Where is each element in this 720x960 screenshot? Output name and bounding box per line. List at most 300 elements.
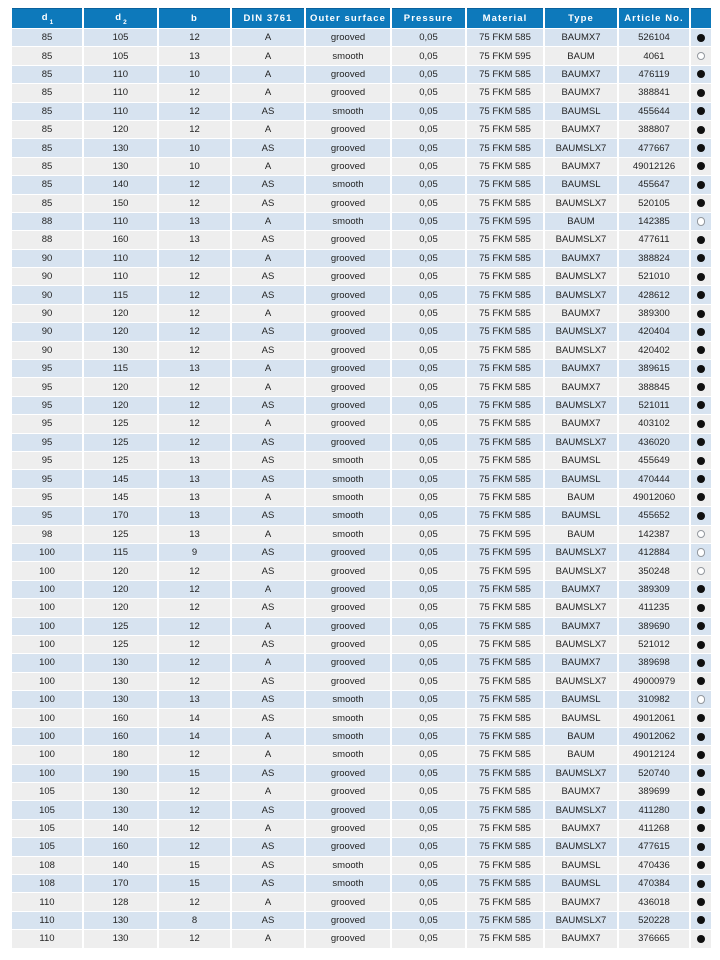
cell-b: 12 xyxy=(159,195,230,212)
cell-availability xyxy=(691,84,711,101)
cell-d1: 105 xyxy=(12,783,82,800)
cell-material: 75 FKM 585 xyxy=(467,507,543,524)
cell-b: 12 xyxy=(159,84,230,101)
cell-b: 13 xyxy=(159,526,230,543)
cell-d2: 125 xyxy=(84,526,157,543)
cell-pressure: 0,05 xyxy=(392,250,465,267)
table-row xyxy=(12,470,711,487)
cell-d1: 100 xyxy=(12,691,82,708)
filled-circle-icon xyxy=(697,861,705,869)
cell-d2: 130 xyxy=(84,691,157,708)
cell-d2: 125 xyxy=(84,636,157,653)
cell-b: 15 xyxy=(159,857,230,874)
filled-circle-icon xyxy=(697,236,705,244)
cell-d1: 105 xyxy=(12,838,82,855)
cell-outer: smooth xyxy=(306,857,390,874)
cell-b: 14 xyxy=(159,728,230,745)
cell-article: 388807 xyxy=(619,121,689,138)
cell-type: BAUMSLX7 xyxy=(545,562,617,579)
cell-din: A xyxy=(232,526,304,543)
cell-b: 12 xyxy=(159,29,230,46)
column-header-label: d xyxy=(115,12,123,24)
table-row xyxy=(12,176,711,193)
cell-d1: 85 xyxy=(12,139,82,156)
cell-d1: 85 xyxy=(12,103,82,120)
cell-din: A xyxy=(232,489,304,506)
cell-type: BAUMSLX7 xyxy=(545,231,617,248)
cell-outer: smooth xyxy=(306,489,390,506)
cell-pressure: 0,05 xyxy=(392,434,465,451)
cell-availability xyxy=(691,415,711,432)
cell-din: A xyxy=(232,728,304,745)
open-circle-icon xyxy=(697,548,706,557)
column-header-availability xyxy=(691,8,711,28)
cell-material: 75 FKM 585 xyxy=(467,415,543,432)
table-row xyxy=(12,930,711,947)
cell-availability xyxy=(691,103,711,120)
cell-outer: smooth xyxy=(306,47,390,64)
cell-availability xyxy=(691,930,711,947)
cell-availability xyxy=(691,599,711,616)
cell-outer: smooth xyxy=(306,875,390,892)
table-row xyxy=(12,139,711,156)
cell-din: A xyxy=(232,820,304,837)
cell-d1: 100 xyxy=(12,599,82,616)
cell-article: 455647 xyxy=(619,176,689,193)
cell-din: A xyxy=(232,213,304,230)
cell-b: 12 xyxy=(159,636,230,653)
cell-availability xyxy=(691,636,711,653)
cell-din: A xyxy=(232,378,304,395)
cell-article: 389309 xyxy=(619,581,689,598)
cell-availability xyxy=(691,857,711,874)
cell-article: 49000979 xyxy=(619,673,689,690)
table-header xyxy=(12,8,711,28)
cell-din: A xyxy=(232,893,304,910)
cell-d1: 95 xyxy=(12,452,82,469)
filled-circle-icon xyxy=(697,493,705,501)
cell-availability xyxy=(691,231,711,248)
cell-b: 12 xyxy=(159,103,230,120)
cell-d1: 110 xyxy=(12,893,82,910)
filled-circle-icon xyxy=(697,788,705,796)
cell-type: BAUMX7 xyxy=(545,158,617,175)
cell-outer: grooved xyxy=(306,618,390,635)
cell-material: 75 FKM 585 xyxy=(467,397,543,414)
cell-outer: grooved xyxy=(306,912,390,929)
cell-d1: 98 xyxy=(12,526,82,543)
cell-type: BAUMSLX7 xyxy=(545,765,617,782)
cell-availability xyxy=(691,378,711,395)
cell-availability xyxy=(691,654,711,671)
filled-circle-icon xyxy=(697,622,705,630)
column-header-material xyxy=(467,8,543,28)
filled-circle-icon xyxy=(697,659,705,667)
filled-circle-icon xyxy=(697,714,705,722)
cell-pressure: 0,05 xyxy=(392,507,465,524)
cell-material: 75 FKM 585 xyxy=(467,691,543,708)
cell-pressure: 0,05 xyxy=(392,158,465,175)
cell-d2: 115 xyxy=(84,286,157,303)
filled-circle-icon xyxy=(697,162,705,170)
cell-material: 75 FKM 585 xyxy=(467,470,543,487)
cell-b: 13 xyxy=(159,213,230,230)
table-row xyxy=(12,636,711,653)
cell-material: 75 FKM 595 xyxy=(467,47,543,64)
cell-article: 470384 xyxy=(619,875,689,892)
cell-pressure: 0,05 xyxy=(392,746,465,763)
filled-circle-icon xyxy=(697,935,705,943)
cell-pressure: 0,05 xyxy=(392,213,465,230)
cell-article: 389615 xyxy=(619,360,689,377)
cell-din: AS xyxy=(232,470,304,487)
cell-article: 49012060 xyxy=(619,489,689,506)
cell-din: A xyxy=(232,783,304,800)
cell-d2: 120 xyxy=(84,323,157,340)
cell-type: BAUMSL xyxy=(545,452,617,469)
seal-catalog-table xyxy=(10,7,713,949)
cell-din: AS xyxy=(232,765,304,782)
cell-article: 411268 xyxy=(619,820,689,837)
cell-article: 521012 xyxy=(619,636,689,653)
cell-outer: grooved xyxy=(306,286,390,303)
filled-circle-icon xyxy=(697,916,705,924)
cell-pressure: 0,05 xyxy=(392,378,465,395)
cell-outer: grooved xyxy=(306,801,390,818)
cell-din: AS xyxy=(232,691,304,708)
cell-d2: 130 xyxy=(84,158,157,175)
cell-type: BAUMSLX7 xyxy=(545,838,617,855)
cell-outer: grooved xyxy=(306,195,390,212)
table-row xyxy=(12,544,711,561)
cell-availability xyxy=(691,342,711,359)
cell-material: 75 FKM 595 xyxy=(467,544,543,561)
cell-b: 12 xyxy=(159,286,230,303)
cell-material: 75 FKM 585 xyxy=(467,618,543,635)
cell-b: 12 xyxy=(159,746,230,763)
table-row xyxy=(12,526,711,543)
cell-din: A xyxy=(232,930,304,947)
cell-outer: grooved xyxy=(306,930,390,947)
cell-din: AS xyxy=(232,507,304,524)
cell-article: 470436 xyxy=(619,857,689,874)
cell-d2: 170 xyxy=(84,507,157,524)
cell-article: 455649 xyxy=(619,452,689,469)
cell-material: 75 FKM 585 xyxy=(467,250,543,267)
cell-din: A xyxy=(232,618,304,635)
cell-article: 142387 xyxy=(619,526,689,543)
cell-d2: 150 xyxy=(84,195,157,212)
cell-d2: 105 xyxy=(84,47,157,64)
cell-d1: 100 xyxy=(12,581,82,598)
cell-type: BAUMSL xyxy=(545,507,617,524)
cell-article: 389300 xyxy=(619,305,689,322)
cell-din: AS xyxy=(232,838,304,855)
cell-material: 75 FKM 585 xyxy=(467,103,543,120)
cell-din: AS xyxy=(232,636,304,653)
cell-b: 12 xyxy=(159,305,230,322)
cell-material: 75 FKM 585 xyxy=(467,360,543,377)
cell-d1: 108 xyxy=(12,857,82,874)
cell-pressure: 0,05 xyxy=(392,47,465,64)
cell-d2: 140 xyxy=(84,857,157,874)
filled-circle-icon xyxy=(697,254,705,262)
cell-b: 12 xyxy=(159,618,230,635)
open-circle-icon xyxy=(697,217,706,226)
cell-type: BAUM xyxy=(545,213,617,230)
cell-d2: 120 xyxy=(84,581,157,598)
cell-pressure: 0,05 xyxy=(392,654,465,671)
table-row xyxy=(12,728,711,745)
cell-b: 8 xyxy=(159,912,230,929)
table-row xyxy=(12,397,711,414)
cell-din: AS xyxy=(232,268,304,285)
table-row xyxy=(12,268,711,285)
cell-material: 75 FKM 585 xyxy=(467,728,543,745)
cell-din: AS xyxy=(232,857,304,874)
cell-type: BAUMX7 xyxy=(545,305,617,322)
cell-pressure: 0,05 xyxy=(392,415,465,432)
cell-availability xyxy=(691,912,711,929)
cell-pressure: 0,05 xyxy=(392,305,465,322)
cell-type: BAUMSLX7 xyxy=(545,195,617,212)
filled-circle-icon xyxy=(697,328,705,336)
column-header-label: Article No. xyxy=(624,13,684,24)
cell-outer: grooved xyxy=(306,305,390,322)
cell-material: 75 FKM 585 xyxy=(467,581,543,598)
cell-article: 520105 xyxy=(619,195,689,212)
cell-availability xyxy=(691,581,711,598)
cell-article: 455644 xyxy=(619,103,689,120)
cell-material: 75 FKM 585 xyxy=(467,286,543,303)
cell-outer: grooved xyxy=(306,360,390,377)
cell-b: 12 xyxy=(159,783,230,800)
cell-pressure: 0,05 xyxy=(392,121,465,138)
cell-pressure: 0,05 xyxy=(392,323,465,340)
cell-availability xyxy=(691,783,711,800)
column-header-label: Pressure xyxy=(403,13,454,24)
filled-circle-icon xyxy=(697,641,705,649)
cell-material: 75 FKM 585 xyxy=(467,434,543,451)
cell-outer: grooved xyxy=(306,544,390,561)
cell-din: A xyxy=(232,84,304,101)
cell-availability xyxy=(691,286,711,303)
cell-article: 389690 xyxy=(619,618,689,635)
table-row xyxy=(12,673,711,690)
cell-outer: grooved xyxy=(306,158,390,175)
cell-article: 436018 xyxy=(619,893,689,910)
cell-article: 388845 xyxy=(619,378,689,395)
table-row xyxy=(12,893,711,910)
cell-outer: grooved xyxy=(306,66,390,83)
open-circle-icon xyxy=(697,695,706,704)
cell-d1: 95 xyxy=(12,397,82,414)
cell-din: AS xyxy=(232,562,304,579)
cell-availability xyxy=(691,305,711,322)
table-row xyxy=(12,213,711,230)
cell-article: 4061 xyxy=(619,47,689,64)
cell-b: 12 xyxy=(159,801,230,818)
cell-availability xyxy=(691,29,711,46)
cell-pressure: 0,05 xyxy=(392,838,465,855)
cell-d2: 110 xyxy=(84,103,157,120)
cell-pressure: 0,05 xyxy=(392,673,465,690)
cell-material: 75 FKM 585 xyxy=(467,121,543,138)
cell-article: 389698 xyxy=(619,654,689,671)
cell-d1: 100 xyxy=(12,765,82,782)
cell-outer: smooth xyxy=(306,709,390,726)
cell-d1: 100 xyxy=(12,636,82,653)
cell-d2: 120 xyxy=(84,378,157,395)
cell-material: 75 FKM 585 xyxy=(467,654,543,671)
open-circle-icon xyxy=(697,52,706,61)
cell-type: BAUMSLX7 xyxy=(545,912,617,929)
column-header-article xyxy=(619,8,689,28)
cell-availability xyxy=(691,820,711,837)
column-header-label: Outer surface xyxy=(309,13,387,24)
cell-article: 49012061 xyxy=(619,709,689,726)
filled-circle-icon xyxy=(697,475,705,483)
cell-d2: 130 xyxy=(84,801,157,818)
cell-availability xyxy=(691,893,711,910)
cell-article: 411235 xyxy=(619,599,689,616)
cell-article: 49012062 xyxy=(619,728,689,745)
cell-material: 75 FKM 585 xyxy=(467,139,543,156)
cell-b: 12 xyxy=(159,250,230,267)
filled-circle-icon xyxy=(697,769,705,777)
cell-article: 411280 xyxy=(619,801,689,818)
column-header-label: Material xyxy=(482,13,528,24)
cell-d2: 125 xyxy=(84,434,157,451)
cell-type: BAUMSL xyxy=(545,691,617,708)
cell-availability xyxy=(691,673,711,690)
cell-availability xyxy=(691,801,711,818)
filled-circle-icon xyxy=(697,751,705,759)
table-row xyxy=(12,820,711,837)
cell-d1: 100 xyxy=(12,746,82,763)
column-header-label: d xyxy=(41,12,49,24)
cell-pressure: 0,05 xyxy=(392,84,465,101)
cell-d1: 100 xyxy=(12,673,82,690)
cell-d2: 170 xyxy=(84,875,157,892)
cell-type: BAUMSLX7 xyxy=(545,268,617,285)
cell-d1: 85 xyxy=(12,158,82,175)
cell-material: 75 FKM 585 xyxy=(467,857,543,874)
cell-availability xyxy=(691,470,711,487)
filled-circle-icon xyxy=(697,824,705,832)
cell-pressure: 0,05 xyxy=(392,286,465,303)
cell-article: 49012126 xyxy=(619,158,689,175)
cell-b: 13 xyxy=(159,489,230,506)
cell-type: BAUMSL xyxy=(545,103,617,120)
filled-circle-icon xyxy=(697,457,705,465)
cell-d1: 95 xyxy=(12,489,82,506)
cell-din: AS xyxy=(232,231,304,248)
cell-outer: grooved xyxy=(306,820,390,837)
table-row xyxy=(12,452,711,469)
cell-din: AS xyxy=(232,103,304,120)
cell-pressure: 0,05 xyxy=(392,765,465,782)
cell-d1: 100 xyxy=(12,618,82,635)
table-row xyxy=(12,654,711,671)
cell-material: 75 FKM 585 xyxy=(467,912,543,929)
cell-outer: grooved xyxy=(306,268,390,285)
cell-outer: grooved xyxy=(306,84,390,101)
filled-circle-icon xyxy=(697,144,705,152)
table-body xyxy=(12,29,711,948)
cell-availability xyxy=(691,434,711,451)
table-row xyxy=(12,618,711,635)
cell-availability xyxy=(691,360,711,377)
cell-outer: smooth xyxy=(306,213,390,230)
column-header-label: b xyxy=(191,13,198,24)
table-row xyxy=(12,103,711,120)
cell-material: 75 FKM 585 xyxy=(467,489,543,506)
cell-din: AS xyxy=(232,875,304,892)
cell-b: 13 xyxy=(159,507,230,524)
cell-din: AS xyxy=(232,434,304,451)
cell-d1: 85 xyxy=(12,66,82,83)
cell-pressure: 0,05 xyxy=(392,470,465,487)
cell-outer: grooved xyxy=(306,581,390,598)
cell-article: 310982 xyxy=(619,691,689,708)
cell-availability xyxy=(691,268,711,285)
cell-outer: grooved xyxy=(306,434,390,451)
cell-type: BAUMSL xyxy=(545,709,617,726)
cell-din: AS xyxy=(232,801,304,818)
table-row xyxy=(12,415,711,432)
cell-type: BAUMX7 xyxy=(545,29,617,46)
cell-outer: smooth xyxy=(306,103,390,120)
cell-availability xyxy=(691,544,711,561)
cell-material: 75 FKM 585 xyxy=(467,84,543,101)
cell-d2: 110 xyxy=(84,213,157,230)
cell-article: 455652 xyxy=(619,507,689,524)
filled-circle-icon xyxy=(697,880,705,888)
cell-outer: grooved xyxy=(306,323,390,340)
cell-din: AS xyxy=(232,544,304,561)
cell-d2: 105 xyxy=(84,29,157,46)
cell-d1: 85 xyxy=(12,29,82,46)
cell-material: 75 FKM 585 xyxy=(467,930,543,947)
table-row xyxy=(12,66,711,83)
cell-outer: grooved xyxy=(306,342,390,359)
cell-pressure: 0,05 xyxy=(392,176,465,193)
table-row xyxy=(12,507,711,524)
cell-d2: 130 xyxy=(84,783,157,800)
cell-b: 9 xyxy=(159,544,230,561)
filled-circle-icon xyxy=(697,733,705,741)
cell-d1: 90 xyxy=(12,286,82,303)
cell-d2: 160 xyxy=(84,838,157,855)
cell-b: 12 xyxy=(159,323,230,340)
cell-article: 521011 xyxy=(619,397,689,414)
table-row xyxy=(12,195,711,212)
cell-d1: 100 xyxy=(12,562,82,579)
cell-type: BAUMX7 xyxy=(545,581,617,598)
cell-article: 477611 xyxy=(619,231,689,248)
cell-pressure: 0,05 xyxy=(392,103,465,120)
cell-article: 521010 xyxy=(619,268,689,285)
cell-pressure: 0,05 xyxy=(392,618,465,635)
table-row xyxy=(12,323,711,340)
cell-d2: 160 xyxy=(84,728,157,745)
cell-pressure: 0,05 xyxy=(392,231,465,248)
cell-d2: 160 xyxy=(84,231,157,248)
cell-availability xyxy=(691,397,711,414)
cell-material: 75 FKM 585 xyxy=(467,268,543,285)
table-row xyxy=(12,581,711,598)
